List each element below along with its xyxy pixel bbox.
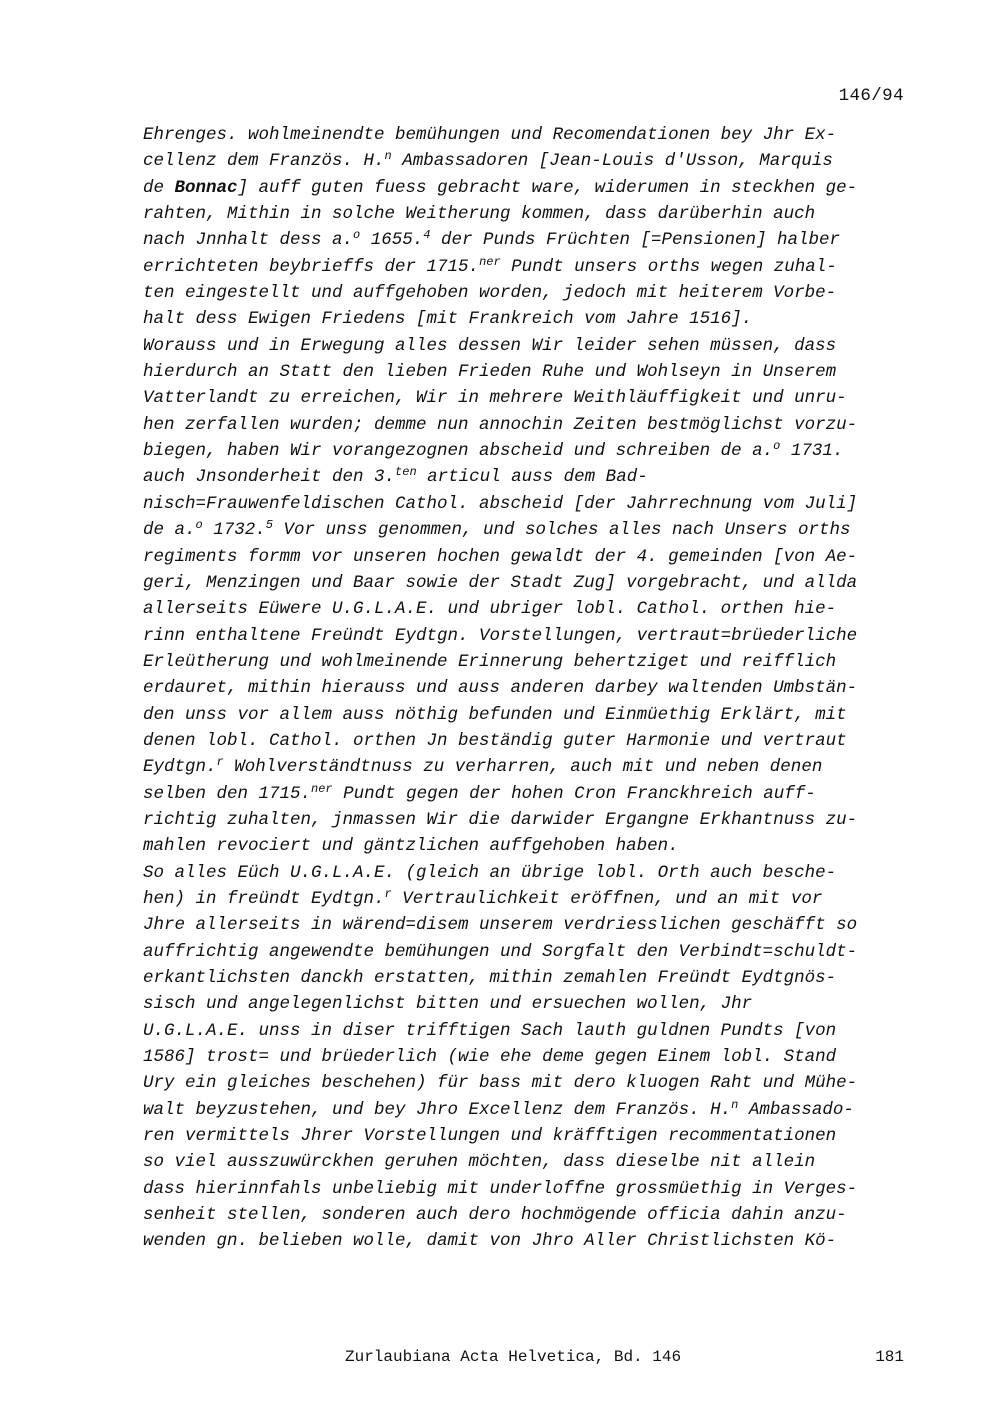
text-line [143, 1018, 923, 1044]
text-segment: rinn enthaltene Freündt Eydtgn. Vorstellungen, vertraut=brüederliche [143, 625, 858, 646]
text-segment: 1586] trost= und brüederlich (wie ehe deme gegen Einem lobl. Stand [143, 1047, 837, 1068]
text-line [143, 280, 923, 306]
text-segment: Ambassadoren [Jean-Louis d'Usson, Marquis [391, 151, 833, 172]
text-segment: articul auss dem Bad- [416, 467, 648, 488]
text-segment: so viel ausszuwürckhen geruhen möchten, dass dieselbe nit allein [143, 1152, 816, 1173]
text-segment: 1655. [360, 230, 424, 251]
text-segment: Ehrenges. wohlmeinendte bemühungen und Recomendationen bey Jhr Ex- [143, 125, 837, 145]
superscript: n [384, 149, 392, 164]
text-segment: senheit stellen, sonderen auch dero hochmögende officia dahin anzu- [143, 1205, 847, 1226]
text-segment: geri, Menzingen und Baar sowie der Stadt Zug] vorgebracht, und allda [143, 572, 858, 593]
text-segment: hierdurch an Statt den lieben Frieden Ruhe und Wohlseyn in Unserem [143, 362, 837, 383]
text-segment: Vertraulichkeit eröffnen, und an mit vor [391, 888, 823, 909]
text-line [143, 306, 923, 332]
text-line [143, 570, 923, 596]
text-segment: erkantlichsten danckh erstatten, mithin zemahlen Freündt Eydtgnös- [143, 968, 837, 988]
text-segment: So alles Eüch U.G.L.A.E. (gleich an übrige lobl. Orth auch besche- [143, 862, 837, 883]
text-segment: erdauret, mithin hierauss und auss anderen darbey waltenden Umbstän- [143, 678, 858, 699]
text-segment: cellenz dem Französ. H. [143, 151, 385, 172]
text-segment: Vatterlandt zu erreichen, Wir in mehrere Weithläuffigkeit und unru- [143, 388, 847, 409]
text-segment: mahlen revociert und gäntzlichen auffgehoben haben. [143, 836, 679, 857]
text-segment: nisch=Frauwenfeldischen Cathol. abscheid [der Jahrrechnung vom Juli] [143, 493, 858, 514]
text-line [143, 754, 923, 780]
text-line [143, 1044, 923, 1070]
text-line [143, 1123, 923, 1149]
text-line [143, 886, 923, 912]
text-line [143, 860, 923, 886]
footer-title: Zurlaubiana Acta Helvetica, Bd. 146 [345, 1348, 682, 1366]
superscript: o [195, 518, 203, 533]
text-segment: hen zerfallen wurden; demme nun annochin Zeiten bestmöglichst vorzu- [143, 414, 858, 435]
text-segment: Eydtgn. [143, 757, 217, 778]
text-segment: ] auff guten fuess gebracht ware, widerumen in steckhen ge- [237, 177, 858, 198]
text-segment: rahten, Mithin in solche Weitherung kommen, dass darüberhin auch [143, 204, 816, 225]
text-segment: Pundt unsers orths wegen zuhal- [500, 256, 837, 277]
text-segment: hen) in freündt Eydtgn. [143, 888, 385, 909]
text-line [143, 623, 923, 649]
text-segment: Pundt gegen der hohen Cron Franckhreich auff- [332, 783, 816, 804]
text-line [143, 148, 923, 174]
text-segment: auffrichtig angewendte bemühungen und Sorgfalt den Verbindt=schuldt- [143, 941, 858, 962]
superscript: ner [479, 254, 501, 269]
text-segment: dass hierinnfahls unbeliebig mit underloffne grossmüethig in Verges- [143, 1178, 858, 1199]
text-segment: biegen, haben Wir vorangezognen abscheid und schreiben de a. [143, 441, 774, 462]
text-segment: wenden gn. belieben wolle, damit von Jhro Aller Christlichsten Kö- [143, 1231, 837, 1252]
superscript: o [353, 228, 361, 243]
text-line [143, 1149, 923, 1175]
text-segment: den unss vor allem auss nöthig befunden und Einmüethig Erklärt, mit [143, 704, 847, 725]
text-line [143, 438, 923, 464]
text-line [143, 807, 923, 833]
text-line [143, 359, 923, 385]
text-segment: walt beyzustehen, und bey Jhro Excellenz dem Französ. H. [143, 1099, 732, 1120]
text-line [143, 1228, 923, 1254]
text-segment: U.G.L.A.E. unss in diser trifftigen Sach lauth guldnen Pundts [von [143, 1020, 837, 1041]
text-segment: richtig zuhalten, jnmassen Wir die darwider Ergangne Erkhantnuss zu- [143, 809, 858, 830]
text-line [143, 1070, 923, 1096]
text-segment: Jhre allerseits in wärend=disem unserem verdriesslichen geschäfft so [143, 915, 858, 936]
text-line [143, 939, 923, 965]
text-line [143, 1097, 923, 1123]
text-segment: allerseits Eüwere U.G.L.A.E. und ubriger lobl. Cathol. orthen hie- [143, 599, 837, 620]
text-line [143, 596, 923, 622]
bold-name: Bonnac [174, 177, 238, 198]
superscript: ten [395, 465, 417, 480]
superscript: r [216, 755, 224, 770]
text-line [143, 1202, 923, 1228]
text-segment: Ambassado- [738, 1099, 854, 1120]
superscript: 5 [265, 518, 273, 533]
text-line [143, 965, 923, 991]
text-line [143, 702, 923, 728]
text-segment: denen lobl. Cathol. orthen Jn beständig guter Harmonie und vertraut [143, 730, 847, 751]
text-segment: halt dess Ewigen Friedens [mit Frankreich vom Jahre 1516]. [143, 309, 753, 330]
body-text [143, 122, 923, 1255]
text-segment: 1732. [202, 520, 266, 541]
text-segment: nach Jnnhalt dess a. [143, 230, 354, 251]
text-line [143, 491, 923, 517]
superscript: 4 [423, 228, 431, 243]
page-reference: 146/94 [838, 86, 904, 106]
superscript: ner [311, 781, 333, 796]
text-segment: de a. [143, 520, 196, 541]
text-segment: Wohlverständtnuss zu verharren, auch mit und neben denen [223, 757, 823, 778]
footer-page-number: 181 [875, 1348, 904, 1366]
text-line [143, 122, 923, 148]
text-line [143, 385, 923, 411]
superscript: r [384, 886, 392, 901]
text-line [143, 781, 923, 807]
text-line [143, 412, 923, 438]
text-line [143, 544, 923, 570]
text-line [143, 333, 923, 359]
text-segment: Worauss und in Erwegung alles dessen Wir leider sehen müssen, dass [143, 335, 837, 356]
text-line [143, 201, 923, 227]
text-line [143, 675, 923, 701]
text-line [143, 1176, 923, 1202]
text-segment: regiments formm vor unseren hochen gewaldt der 4. gemeinden [von Ae- [143, 546, 858, 567]
text-segment: selben den 1715. [143, 783, 312, 804]
text-line [143, 254, 923, 280]
text-segment: auch Jnsonderheit den 3. [143, 467, 396, 488]
text-line [143, 517, 923, 543]
superscript: n [731, 1097, 739, 1112]
text-segment: de [143, 177, 175, 198]
text-segment: der Punds Früchten [=Pensionen] halber [430, 230, 841, 251]
text-segment: ten eingestellt und auffgehoben worden, jedoch mit heiterem Vorbe- [143, 283, 837, 304]
text-line [143, 991, 923, 1017]
text-segment: sisch und angelegenlichst bitten und ersuechen wollen, Jhr [143, 994, 753, 1015]
text-line [143, 912, 923, 938]
text-line [143, 227, 923, 253]
text-line [143, 728, 923, 754]
text-line [143, 649, 923, 675]
text-segment: errichteten beybrieffs der 1715. [143, 256, 480, 277]
text-segment: Ury ein gleiches beschehen) für bass mit dero kluogen Raht und Mühe- [143, 1073, 858, 1094]
text-segment: Erleütherung und wohlmeinende Erinnerung behertziget und reifflich [143, 651, 837, 672]
text-segment: 1731. [780, 441, 844, 462]
text-segment: Vor unss genommen, und solches alles nach Unsers orths [272, 520, 851, 541]
text-line [143, 175, 923, 201]
text-line [143, 833, 923, 859]
text-line [143, 464, 923, 490]
superscript: o [773, 439, 781, 454]
text-segment: ren vermittels Jhrer Vorstellungen und kräfftigen recommentationen [143, 1126, 837, 1147]
